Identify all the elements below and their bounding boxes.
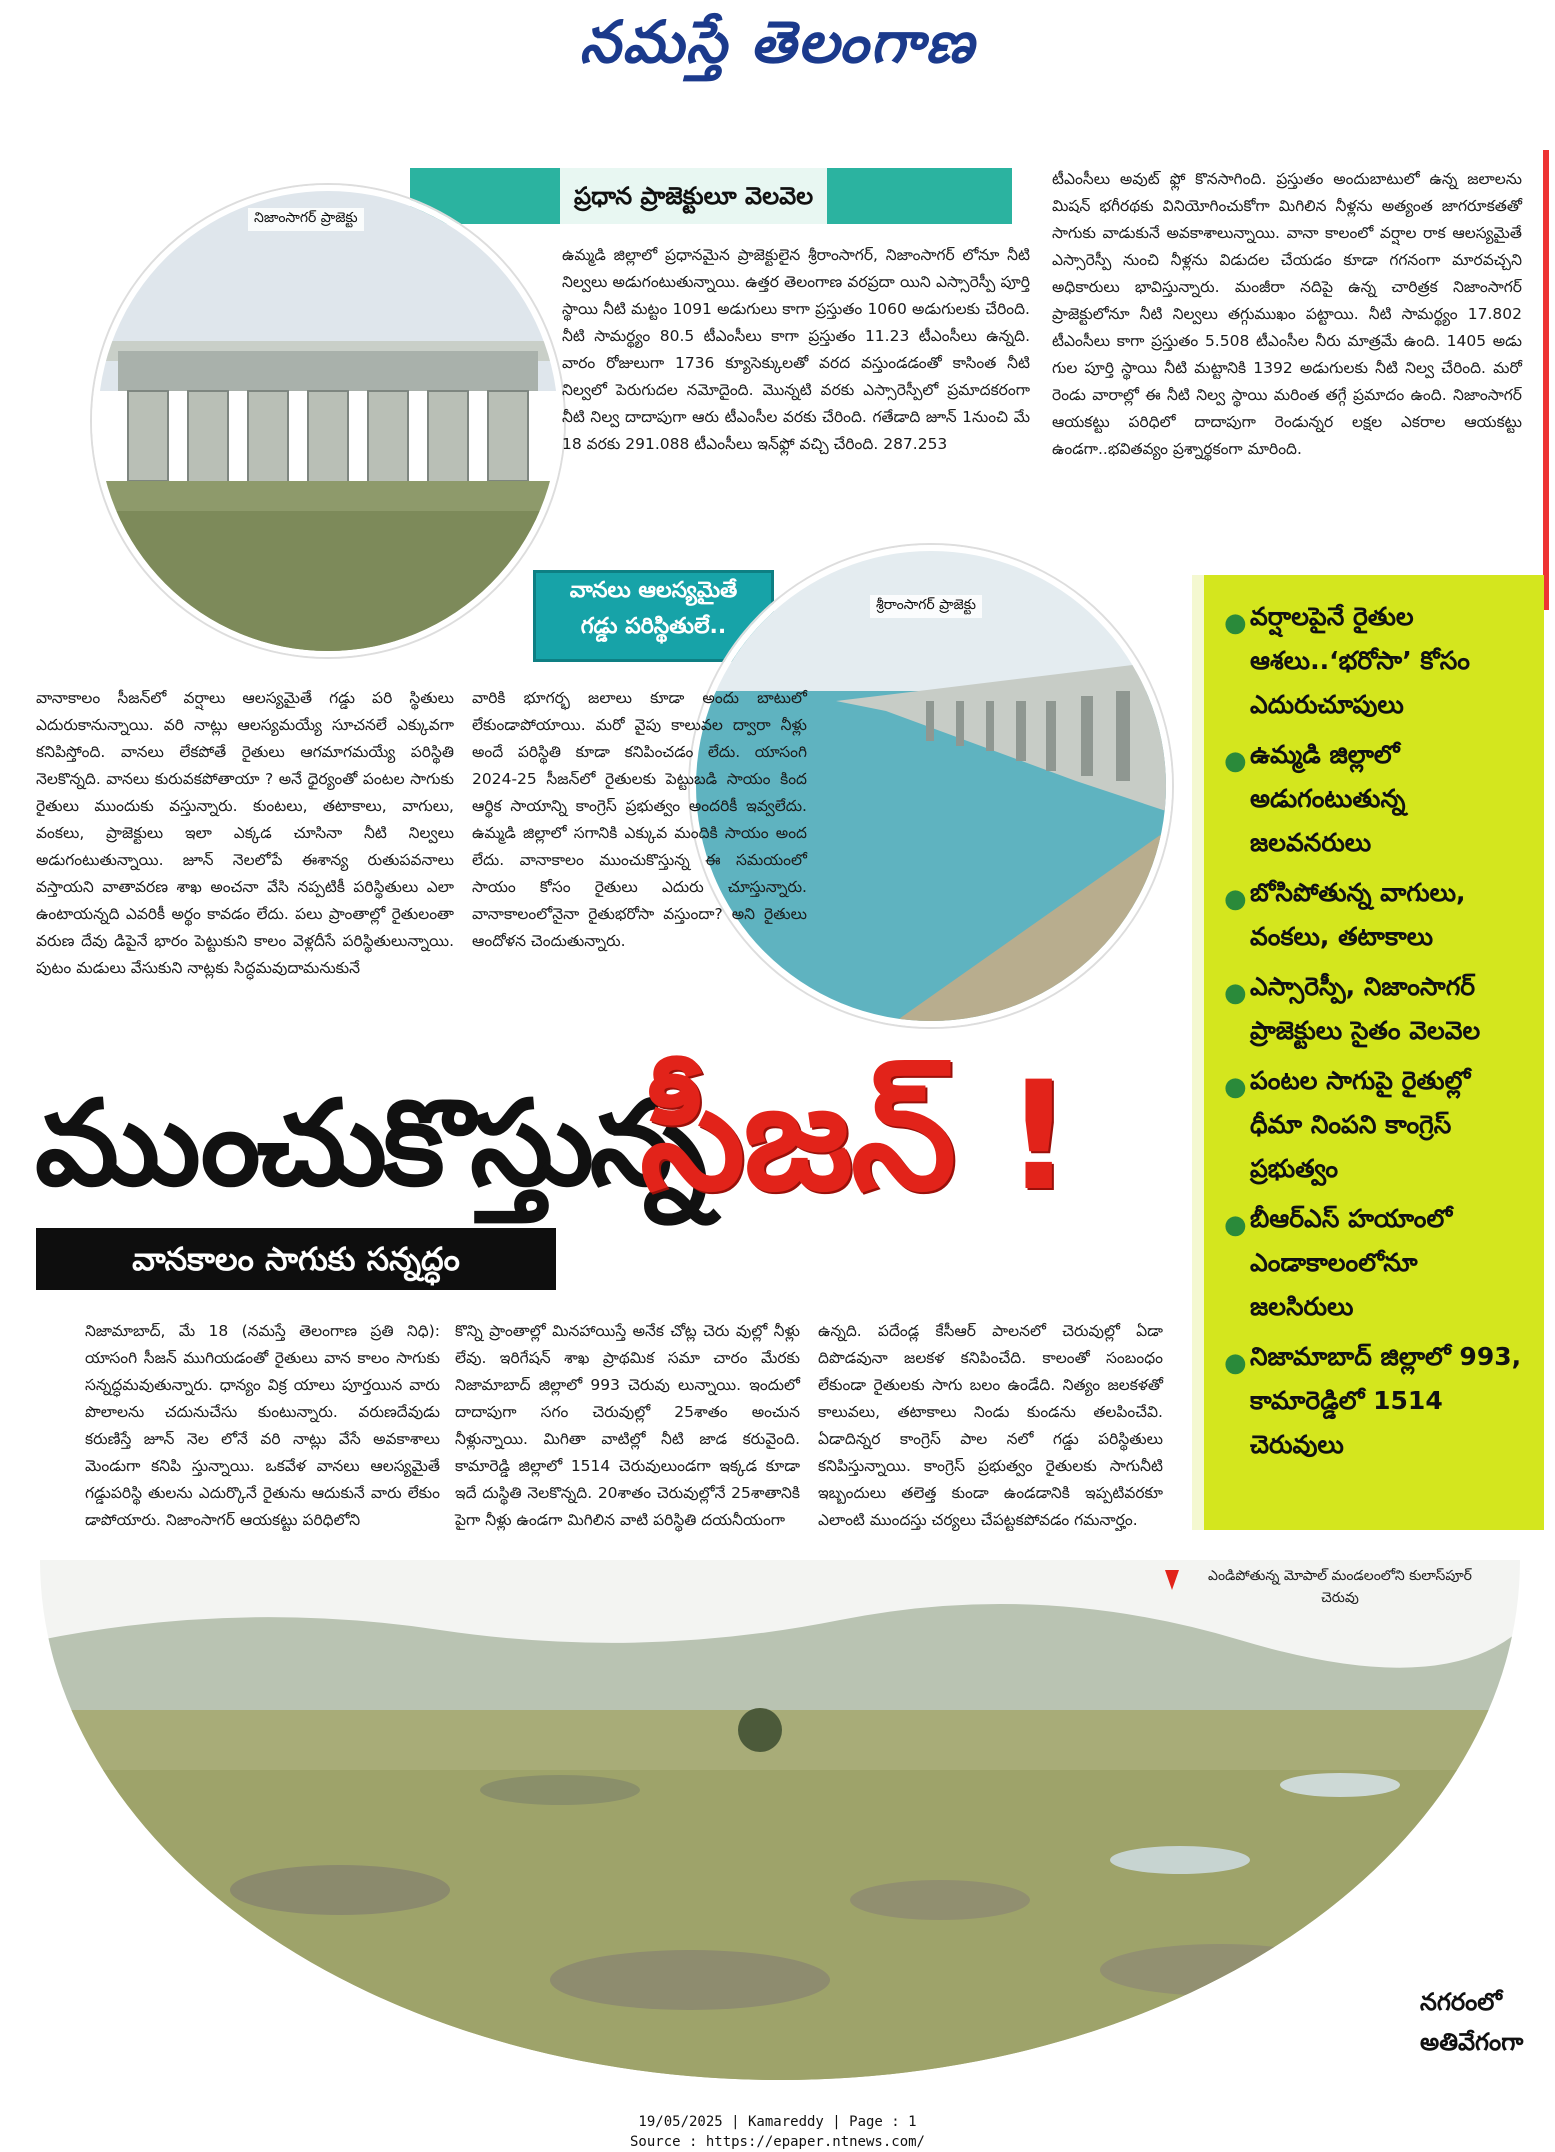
dry-pond-image [40,1560,1520,2080]
highlight-item: ● నిజామాబాద్ జిల్లాలో 993, కామారెడ్డిలో 1514 చెరువులు [1224,1342,1522,1459]
footer [0,2112,1555,2152]
bullet-icon: ● [1224,746,1247,776]
bullet-icon: ● [1224,978,1247,1008]
highlight-item: ● బీఆర్‌ఎస్ హయాంలో ఎండాకాలంలోనూ జలసిరులు [1224,1204,1453,1321]
footer-source: Source : https://epaper.ntnews.com/ [629,2134,925,2150]
highlight-item: ● ఉమ్మడి జిల్లాలో అడుగంటుతున్న జలవనరులు [1224,740,1406,857]
masthead [0,0,1555,85]
callout-line1: వానలు ఆలస్యమైతే [569,578,738,603]
bottom-column-3: ఉన్నది. పదేండ్ల కేసీఆర్ పాలనలో చెరువుల్లో ఏడా దిపొడవునా జలకళ కనిపించేది. కాలంతో సంబంధం లేకుండా రైతులకు సాగు బలం ఉండేది. నిత్యం జలకళతో కాలువలు, తటాకాలు నిండు కుండను తలపించేవి. ఏడాదిన్నర కాంగ్రెస్ పాల నలో గడ్డు పరిస్థితులు కనిపిస్తున్నాయి. కాంగ్రెస్ ప్రభుత్వం రైతులకు సాగునీటి ఇబ్బందులు తలెత్త కుండా ఉండడానికి ఇప్పటివరకూ ఎలాంటి ముందస్తు చర్యలు చేపట్టకపోవడం గమనార్హం. [818,1322,1163,1529]
mid-column-1: వానాకాలం సీజన్‌లో వర్షాలు ఆలస్యమైతే గడ్డు పరి స్థితులు ఎదురుకానున్నాయి. వరి నాట్లు ఆలస్యమయ్యే సూచనలే ఎక్కువగా కనిపిస్తోంది. వానలు లేకపోతే రైతులు ఆగమాగమయ్యే పరిస్థితి నెలకొన్నది. వానలు కురువకపోతాయా ? అనే ధైర్యంతో పంటల సాగుకు రైతులు ముందుకు వస్తున్నారు. కుంటలు, తటాకాలు, వాగులు, వంకలు, ప్రాజెక్టులు ఇలా ఎక్కడ చూసినా నీటి నిల్వలు అడుగంటుతున్నాయి. జూన్ నెలలోపే ఈశాన్య రుతుపవనాలు వస్తాయని వాతావరణ శాఖ అంచనా వేసి నప్పటికీ పరిస్థితులు ఎలా ఉంటాయన్నది ఎవరికీ అర్థం కావడం లేదు. పలు ప్రాంతాల్లో రైతులంతా వరుణ దేవు డిపైనే భారం పెట్టుకుని కాలం వెళ్లదీసే పరిస్థితులున్నాయి. పుటం మడులు వేసుకుని నాట్లకు సిద్ధమవుదామనుకునే [36,689,454,977]
side-teaser [1420,1982,1540,2062]
bullet-icon: ● [1224,884,1247,914]
highlight-item: ● వర్షాలపైనే రైతుల ఆశలు..‘భరోసా’ కోసం ఎదురుచూపులు [1224,602,1470,719]
highlights-box [1192,575,1544,1530]
subheadline: వానకాలం సాగుకు సన్నద్ధం [36,1228,556,1290]
bullet-icon: ● [1224,1210,1247,1240]
mid-column-2: వారికి భూగర్భ జలాలు కూడా అందు బాటులో లేకుండాపోయాయి. మరో వైపు కాలువల ద్వారా నీళ్లు అందే పరిస్థితి కూడా కనిపించడం లేదు. యాసంగి 2024-25 సీజన్‌లో రైతులకు పెట్టుబడి సాయం కింద ఆర్థిక సాయాన్ని కాంగ్రెస్ ప్రభుత్వం అందరికీ ఇవ్వలేదు. ఉమ్మడి జిల్లాలో సగానికి ఎక్కువ మందికి సాయం అంద లేదు. వానాకాలం ముంచుకొస్తున్న ఈ సమయంలో సాయం కోసం రైతులు ఎదురు చూస్తున్నారు. వానాకాలంలోనైనా రైతుభరోసా వస్తుందా? అని రైతులు ఆందోళన చెందుతున్నారు. [472,689,807,950]
bullet-icon: ● [1224,608,1247,638]
footer-line1: 19/05/2025 | Kamareddy | Page : 1 [638,2114,917,2130]
side-rule [1543,150,1549,610]
section-heading: ప్రధాన ప్రాజెక్టులూ వెలవెల [560,168,827,224]
arrow-down-icon [1165,1570,1179,1590]
side-teaser-line2: అతివేగంగా [1420,2028,1524,2056]
dry-pond-photo [40,1560,1520,2080]
photo3-label: ఎండిపోతున్న మోపాల్ మండలంలోని కులాస్‌పూర్ చెరువు [1208,1568,1472,1606]
highlight-item: ● ఎస్సారెస్పీ, నిజాంసాగర్ ప్రాజెక్టులు సైతం వెలవెల [1224,972,1481,1045]
photo2-label: శ్రీరాంసాగర్ ప్రాజెక్టు [870,595,982,618]
masthead-title: నమస్తే తెలంగాణ [579,8,976,76]
photo1-label: నిజాంసాగర్ ప్రాజెక్టు [248,208,364,231]
bullet-icon: ● [1224,1348,1247,1378]
highlights-list [1204,575,1544,1467]
bullet-icon: ● [1224,1072,1247,1102]
highlight-item: ● బోసిపోతున్న వాగులు, వంకలు, తటాకాలు [1224,878,1466,951]
callout-line2: గడ్డు పరిస్థితులే.. [580,614,727,639]
nizamsagar-dam-image [98,191,558,651]
headline-black: ముంచుకొస్తున్న [35,1074,704,1212]
top-column-2: టీఎంసీలు అవుట్ ఫ్లో కొనసాగింది. ప్రస్తుతం అందుబాటులో ఉన్న జలాలను మిషన్ భగీరథకు వినియోగించుకోగా మిగిలిన నీళ్లను అత్యంత జాగరూకతతో సాగుకు వాడుకునే అవకాశాలున్నాయి. వానా కాలంలో వర్షాల రాక ఆలస్యమైతే ఎస్సారెస్పీ నుంచి నీళ్లను విడుదల చేయడం కూడా గగనంగా మారవచ్చని అధికారులు భావిస్తున్నారు. మంజీరా నదిపై ఉన్న చారిత్రక నిజాంసాగర్ ప్రాజెక్టులోనూ నీటి నిల్వలు తగ్గుముఖం పట్టాయి. నీటి సామర్థ్యం 17.802 టీఎంసీలు కాగా ప్రస్తుతం 5.508 టీఎంసీల నీరు మాత్రమే ఉంది. 1405 అడు గుల పూర్తి స్థాయి నీటి మట్టానికి 1392 అడుగులకు నీటి నిల్వ చేరింది. మరో రెండు వారాల్లో ఈ నీటి నిల్వ స్థాయి మరింత తగ్గే ప్రమాదం ఉంది. నిజాంసాగర్ ఆయకట్టు పరిధిలో దాదాపుగా రెండున్నర లక్షల ఎకరాల ఆయకట్టు ఉండగా..భవితవ్యం ప్రశ్నార్థకంగా మారింది. [1052,170,1522,458]
bottom-column-2: కొన్ని ప్రాంతాల్లో మినహాయిస్తే అనేక చోట్ల చెరు వుల్లో నీళ్లు లేవు. ఇరిగేషన్ శాఖ ప్రాథమిక సమా చారం మేరకు నిజామాబాద్ జిల్లాలో 993 చెరువు లున్నాయి. ఇందులో దాదాపుగా సగం చెరువుల్లో 25శాతం అంచున నీళ్లున్నాయి. మిగితా వాటిల్లో నీటి జాడ కరువైంది. కామారెడ్డి జిల్లాలో 1514 చెరువులుండగా ఇక్కడ కూడా ఇదే దుస్థితి నెలకొన్నది. 20శాతం చెరువుల్లోనే 25శాతానికి పైగా నీళ్లు ఉండగా మిగిలిన వాటి పరిస్థితి దయనీయంగా [455,1322,800,1529]
bottom-column-1: నిజామాబాద్, మే 18 (నమస్తే తెలంగాణ ప్రతి నిధి): యాసంగి సీజన్ ముగియడంతో రైతులు వాన కాలం సాగుకు సన్నద్ధమవుతున్నారు. ధాన్యం విక్ర యాలు పూర్తయిన వారు పొలాలను చదునుచేసు కుంటున్నారు. వరుణదేవుడు కరుణిస్తే జూన్ నెల లోనే వరి నాట్లు వేసే అవకాశాలు మెండుగా కనిపి స్తున్నాయి. ఒకవేళ వానలు ఆలస్యమైతే గడ్డుపరిస్థి తులను ఎదుర్కొనే రైతును ఆదుకునే వారు లేకుం డాపోయారు. నిజాంసాగర్ ఆయకట్టు పరిధిలోని [85,1322,440,1529]
section-heading-band [410,168,1012,224]
highlight-item: ● పంటల సాగుపై రైతుల్లో ధీమా నింపని కాంగ్రెస్ ప్రభుత్వం [1224,1066,1471,1183]
headline-red: సీజన్ ! [640,1050,1071,1224]
top-column-1: ఉమ్మడి జిల్లాలో ప్రధానమైన ప్రాజెక్టులైన శ్రీరాంసాగర్, నిజాంసాగర్ లోనూ నీటి నిల్వలు అడుగంటుతున్నాయి. ఉత్తర తెలంగాణ వరప్రదా యిని ఎస్సారెస్పీ పూర్తి స్థాయి నీటి మట్టం 1091 అడుగులు కాగా ప్రస్తుతం 1060 అడుగులకు చేరింది. నీటి సామర్థ్యం 80.5 టీఎంసీలు కాగా ప్రస్తుతం 11.23 టీఎంసీలు ఉన్నది. వారం రోజులుగా 1736 క్యూసెక్కులతో వరద వస్తుండడంతో కాసింత నీటి నిల్వలో పెరుగుదల నమోదైంది. మొన్నటి వరకు ఎస్సారెస్పీలో ప్రమాదకరంగా నీటి నిల్వ దాదాపుగా ఆరు టీఎంసీల వరకు చేరింది. గతేడాది జూన్ 1నుంచి మే 18 వరకు 291.088 టీఎంసీలు ఇన్‌ఫ్లో వచ్చి చేరింది. 287.253 [562,246,1030,453]
nizamsagar-photo [92,185,564,657]
side-teaser-line1: నగరంలో [1420,1988,1502,2016]
